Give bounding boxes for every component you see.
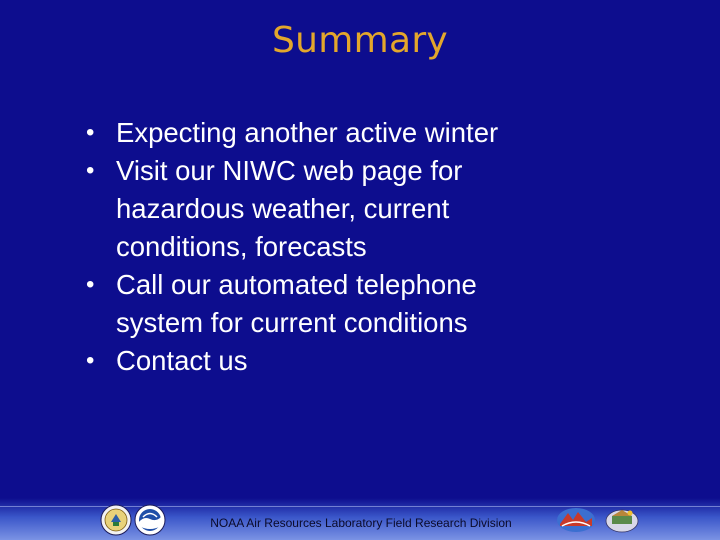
frd-logo-icon xyxy=(604,504,640,536)
noaa-logo-icon xyxy=(134,504,166,536)
bullet-line: Contact us xyxy=(116,345,248,376)
bullet-item xyxy=(82,152,642,266)
footer-caption: NOAA Air Resources Laboratory Field Research Division xyxy=(210,516,512,530)
bullet-line: Call our automated telephone xyxy=(116,269,477,300)
bullet-mark: • xyxy=(86,271,95,298)
bullet-line: system for current conditions xyxy=(116,307,468,338)
bullet-line: Expecting another active winter xyxy=(116,117,499,148)
bullet-list xyxy=(82,114,642,380)
bullet-line: Visit our NIWC web page for xyxy=(116,155,463,186)
bullet-line: hazardous weather, current xyxy=(116,193,450,224)
bullet-mark: • xyxy=(86,157,95,184)
footer-band xyxy=(0,498,720,540)
arl-logo-icon xyxy=(556,504,596,536)
bullet-item xyxy=(82,114,642,152)
bullet-item xyxy=(82,266,642,342)
bullet-item xyxy=(82,342,642,380)
slide-title: Summary xyxy=(271,20,449,61)
doc-seal-icon xyxy=(100,504,132,536)
bullet-line: conditions, forecasts xyxy=(116,231,367,262)
bullet-mark: • xyxy=(86,119,95,146)
bullet-mark: • xyxy=(86,347,95,374)
